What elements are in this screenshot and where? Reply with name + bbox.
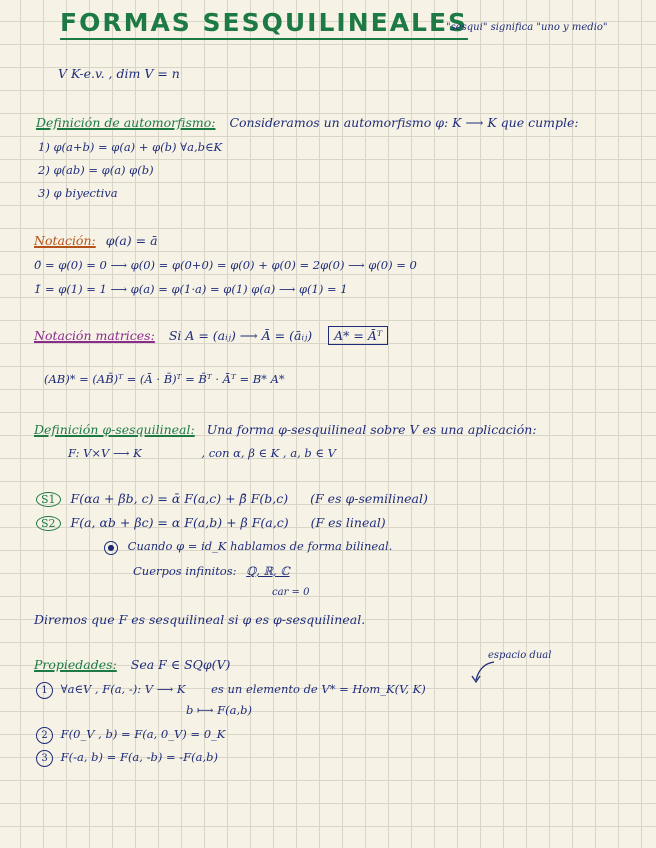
cuerpos-line: [133, 564, 290, 578]
notacion-line-2: 1̄ = φ(1) = 1 ⟶ φ(a) = φ(1·a) = φ(1) φ(a) ⟶ φ(1) = 1: [34, 282, 348, 296]
prop-1-tail: es un elemento de V* = Hom_K(V, K): [211, 682, 426, 696]
propiedades-line: [34, 657, 230, 672]
def-sesq-map-line: [68, 446, 336, 460]
prop-1-line: [36, 682, 426, 699]
s2-line: [36, 515, 386, 531]
notacion-text: φ(a) = ā: [105, 233, 158, 248]
intro-line: V K-e.v. , dim V = n: [58, 66, 180, 81]
def-sesq-map: F: V×V ⟶ K: [68, 446, 142, 460]
prop-2-label: 2: [36, 727, 53, 744]
prop-2-eq: F(0_V , b) = F(a, 0_V) = 0_K: [60, 727, 226, 741]
prop-1-label: 1: [36, 682, 53, 699]
propiedades-text: Sea F ∈ SQφ(V): [130, 657, 231, 672]
bullet-dot-icon: ●: [104, 541, 118, 555]
def-sesq-text: Una forma φ-sesquilineal sobre V es una aplicación:: [206, 422, 537, 437]
s2-equation: F(a, αb + βc) = α F(a,b) + β F(a,c): [70, 515, 289, 530]
diremos-line: Diremos que F es sesquilineal si φ es φ-sesquilineal.: [34, 612, 366, 627]
s1-equation: F(αa + βb, c) = ᾱ F(a,c) + β̄ F(b,c): [70, 491, 289, 506]
def-auto-item-3: 3) φ biyectiva: [38, 186, 118, 200]
prop-3-eq: F(-a, b) = F(a, -b) = -F(a,b): [60, 750, 218, 764]
s1-note: (F es φ-semilineal): [310, 491, 428, 506]
cuerpos-label: Cuerpos infinitos:: [133, 564, 237, 578]
def-sesq-line: [34, 422, 537, 437]
s2-label: S2: [36, 516, 61, 531]
page-title: FORMAS SESQUILINEALES: [60, 8, 468, 40]
notacion-line-1: 0̄ = φ(0) = 0 ⟶ φ(0) = φ(0+0) = φ(0) + φ(0) = 2φ(0) ⟶ φ(0) = 0: [34, 258, 417, 272]
prop-3-label: 3: [36, 750, 53, 767]
def-auto-line: [36, 115, 579, 130]
adjoint-product-line: (AB)* = (AB̄)ᵀ = (Ā · B̄)ᵀ = B̄ᵀ · Āᵀ = B* A*: [44, 372, 285, 386]
adjoint-definition-box: A* = Āᵀ: [328, 326, 388, 345]
s1-line: [36, 491, 428, 507]
prop-3-line: [36, 750, 218, 767]
espacio-dual-arrow-icon: [470, 660, 500, 686]
def-sesq-cond: , con α, β ∈ K , a, b ∈ V: [201, 446, 336, 460]
bilineal-line: [104, 539, 392, 555]
def-auto-item-2: 2) φ(ab) = φ(a) φ(b): [38, 163, 154, 177]
notacion-heading: Notación:: [34, 233, 96, 248]
title-note: "sesqui" significa "uno y medio": [446, 22, 608, 33]
notacion-matrices-heading: Notación matrices:: [34, 328, 155, 343]
def-auto-item-1: 1) φ(a+b) = φ(a) + φ(b) ∀a,b∈K: [38, 140, 223, 154]
s1-label: S1: [36, 492, 61, 507]
cuerpos-sets: ℚ, ℝ, ℂ: [246, 564, 290, 578]
prop-1-map: ∀a∈V , F(a, -): V ⟶ K: [60, 682, 186, 696]
s2-note: (F es lineal): [310, 515, 386, 530]
bilineal-text: Cuando φ = id_K hablamos de forma bilineal.: [127, 539, 393, 553]
def-sesq-heading: Definición φ-sesquilineal:: [34, 422, 195, 437]
propiedades-heading: Propiedades:: [34, 657, 117, 672]
espacio-dual-note: espacio dual: [488, 650, 552, 661]
prop-2-line: [36, 727, 225, 744]
def-auto-text: Consideramos un automorfismo φ: K ⟶ K que cumple:: [229, 115, 579, 130]
notacion-matrices-line: [34, 328, 388, 343]
def-auto-heading: Definición de automorfismo:: [36, 115, 216, 130]
prop-1-mapping: b ⟼ F(a,b): [186, 703, 252, 717]
cuerpos-char: car = 0: [272, 587, 310, 598]
notacion-matrices-text: Si A = (aᵢⱼ) ⟶ Ā = (āᵢⱼ): [168, 328, 313, 343]
notacion-line: [34, 233, 158, 248]
